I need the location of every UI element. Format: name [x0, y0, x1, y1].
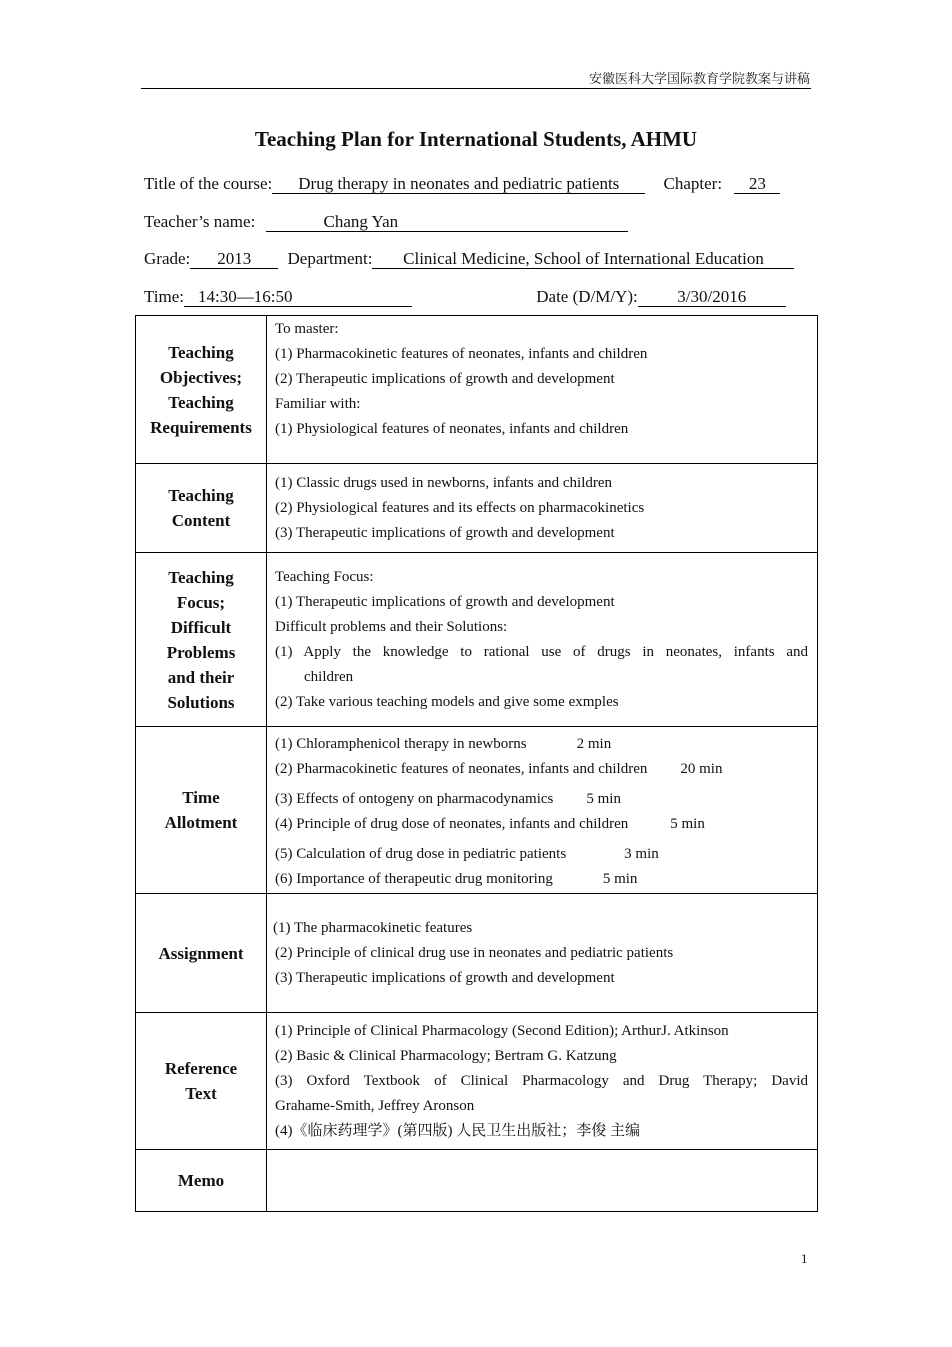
allotment-time: 2 min: [576, 735, 612, 752]
content-line: (1) Physiological features of neonates, infants and children: [275, 421, 629, 437]
teacher-name: Chang Yan: [323, 212, 399, 231]
chapter-label: Chapter:: [663, 174, 723, 193]
content-line: (1) Classic drugs used in newborns, infants and children: [275, 474, 613, 491]
date-value: 3/30/2016: [638, 287, 786, 307]
teacher-line: [144, 212, 628, 232]
label-line: Allotment: [164, 813, 238, 832]
label-line: Text: [185, 1084, 217, 1103]
label-line: Solutions: [167, 692, 235, 712]
content-line: (4)《临床药理学》(第四版) 人民卫生出版社；李俊 主编: [275, 1122, 640, 1139]
time-line: [144, 287, 786, 307]
allotment-text: (5) Calculation of drug dose in pediatric patients: [275, 845, 567, 862]
memo-row: [136, 1150, 818, 1212]
content-line: Grahame-Smith, Jeffrey Aronson: [275, 1097, 475, 1114]
time-value: 14:30—16:50: [198, 287, 293, 306]
label-line: and their: [167, 667, 235, 687]
course-line: [144, 174, 780, 194]
content-line: (1) Apply the knowledge to rational use of drugs in neonates, infants and: [275, 643, 808, 660]
content-line: (2) Take various teaching models and give some exmples: [275, 693, 619, 710]
teaching-plan-table: [135, 315, 818, 1212]
content-line: (2) Physiological features and its effects on pharmacokinetics: [275, 499, 645, 516]
content-line: (1) Principle of Clinical Pharmacology (Second Edition); ArthurJ. Atkinson: [275, 1022, 729, 1039]
content-line: (2) Therapeutic implications of growth and development: [275, 371, 615, 387]
assignment-row: [136, 894, 818, 1013]
content-line: children: [304, 668, 354, 685]
content-line: (1) Pharmacokinetic features of neonates, infants and children: [275, 346, 648, 362]
objectives-content: [267, 316, 818, 464]
grade-value: 2013: [190, 249, 278, 269]
content-line: (1) Therapeutic implications of growth and development: [275, 593, 615, 610]
allotment-time: 5 min: [670, 815, 705, 832]
course-value: Drug therapy in neonates and pediatric patients: [272, 174, 645, 194]
memo-content: [267, 1150, 818, 1212]
label-line: Teaching: [168, 342, 234, 362]
content-line: To master:: [275, 321, 339, 337]
allotment-time: 3 min: [624, 845, 659, 862]
allotment-item: [275, 812, 808, 837]
content-line: (3) Oxford Textbook of Clinical Pharmacology and Drug Therapy; David: [275, 1072, 808, 1089]
content-label: [136, 464, 267, 553]
allotment-text: (3) Effects of ontogeny on pharmacodynamics: [275, 790, 554, 807]
content-line: Difficult problems and their Solutions:: [275, 618, 508, 635]
label-line: Content: [171, 511, 231, 530]
focus-row: [136, 553, 818, 727]
page-number: 1: [801, 1251, 808, 1266]
content-line: (2) Basic & Clinical Pharmacology; Bertram G. Katzung: [275, 1047, 617, 1064]
department-value: Clinical Medicine, School of International Education: [372, 249, 794, 269]
label-line: Reference: [164, 1059, 238, 1078]
allotment-content: [267, 727, 818, 894]
content-line: (3) Therapeutic implications of growth and development: [275, 524, 615, 541]
focus-content: [267, 553, 818, 727]
header-rule: [141, 88, 811, 89]
objectives-row: [136, 316, 818, 464]
allotment-item: [275, 787, 808, 812]
content-line: (2) Principle of clinical drug use in neonates and pediatric patients: [275, 944, 674, 961]
allotment-time: 20 min: [680, 760, 723, 777]
allotment-item: [275, 732, 808, 757]
label-line: Memo: [177, 1171, 225, 1190]
department-label: Department:: [287, 249, 373, 268]
content-line: Familiar with:: [275, 396, 361, 412]
allotment-item: [275, 842, 808, 867]
allotment-time: 5 min: [586, 790, 621, 807]
reference-content: [267, 1013, 818, 1150]
content-line: (3) Therapeutic implications of growth and development: [275, 969, 615, 986]
label-line: Time: [182, 788, 220, 807]
teacher-label: Teacher’s name:: [144, 212, 256, 231]
label-line: Assignment: [158, 943, 244, 963]
content-line: (1) The pharmacokinetic features: [273, 919, 473, 936]
date-label: Date (D/M/Y):: [536, 287, 638, 306]
memo-label: [136, 1150, 267, 1212]
reference-label: [136, 1013, 267, 1150]
allotment-item: [275, 757, 808, 782]
allotment-text: (1) Chloramphenicol therapy in newborns: [275, 735, 527, 752]
content-row: [136, 464, 818, 553]
grade-label: Grade:: [144, 249, 191, 268]
allotment-item: [275, 867, 808, 892]
allotment-text: (4) Principle of drug dose of neonates, infants and children: [275, 815, 629, 832]
label-line: Teaching: [168, 486, 234, 505]
content-line: Teaching Focus:: [275, 568, 374, 585]
label-line: Requirements: [150, 417, 252, 437]
allotment-text: (6) Importance of therapeutic drug monitoring: [275, 870, 553, 887]
allotment-label: [136, 727, 267, 894]
teacher-value: [266, 212, 628, 232]
time-value-field: [184, 287, 412, 307]
course-label: Title of the course:: [144, 174, 273, 193]
chapter-value: 23: [734, 174, 780, 194]
assignment-label: [136, 894, 267, 1013]
allotment-row: [136, 727, 818, 894]
content-content: [267, 464, 818, 553]
running-head: 安徽医科大学国际教育学院教案与讲稿: [588, 71, 810, 86]
label-line: Focus;: [176, 592, 226, 612]
reference-row: [136, 1013, 818, 1150]
label-line: Difficult: [170, 617, 232, 637]
label-line: Problems: [166, 642, 236, 662]
label-line: Objectives;: [159, 367, 243, 387]
document-title: Teaching Plan for International Students, AHMU: [254, 127, 698, 151]
focus-label: [136, 553, 267, 727]
allotment-text: (2) Pharmacokinetic features of neonates, infants and children: [275, 760, 648, 777]
assignment-content: [267, 894, 818, 1013]
objectives-label: [136, 316, 267, 464]
label-line: Teaching: [168, 567, 234, 587]
label-line: Teaching: [168, 392, 234, 412]
grade-line: [144, 249, 794, 269]
time-label: Time:: [144, 287, 185, 306]
allotment-time: 5 min: [602, 870, 638, 887]
